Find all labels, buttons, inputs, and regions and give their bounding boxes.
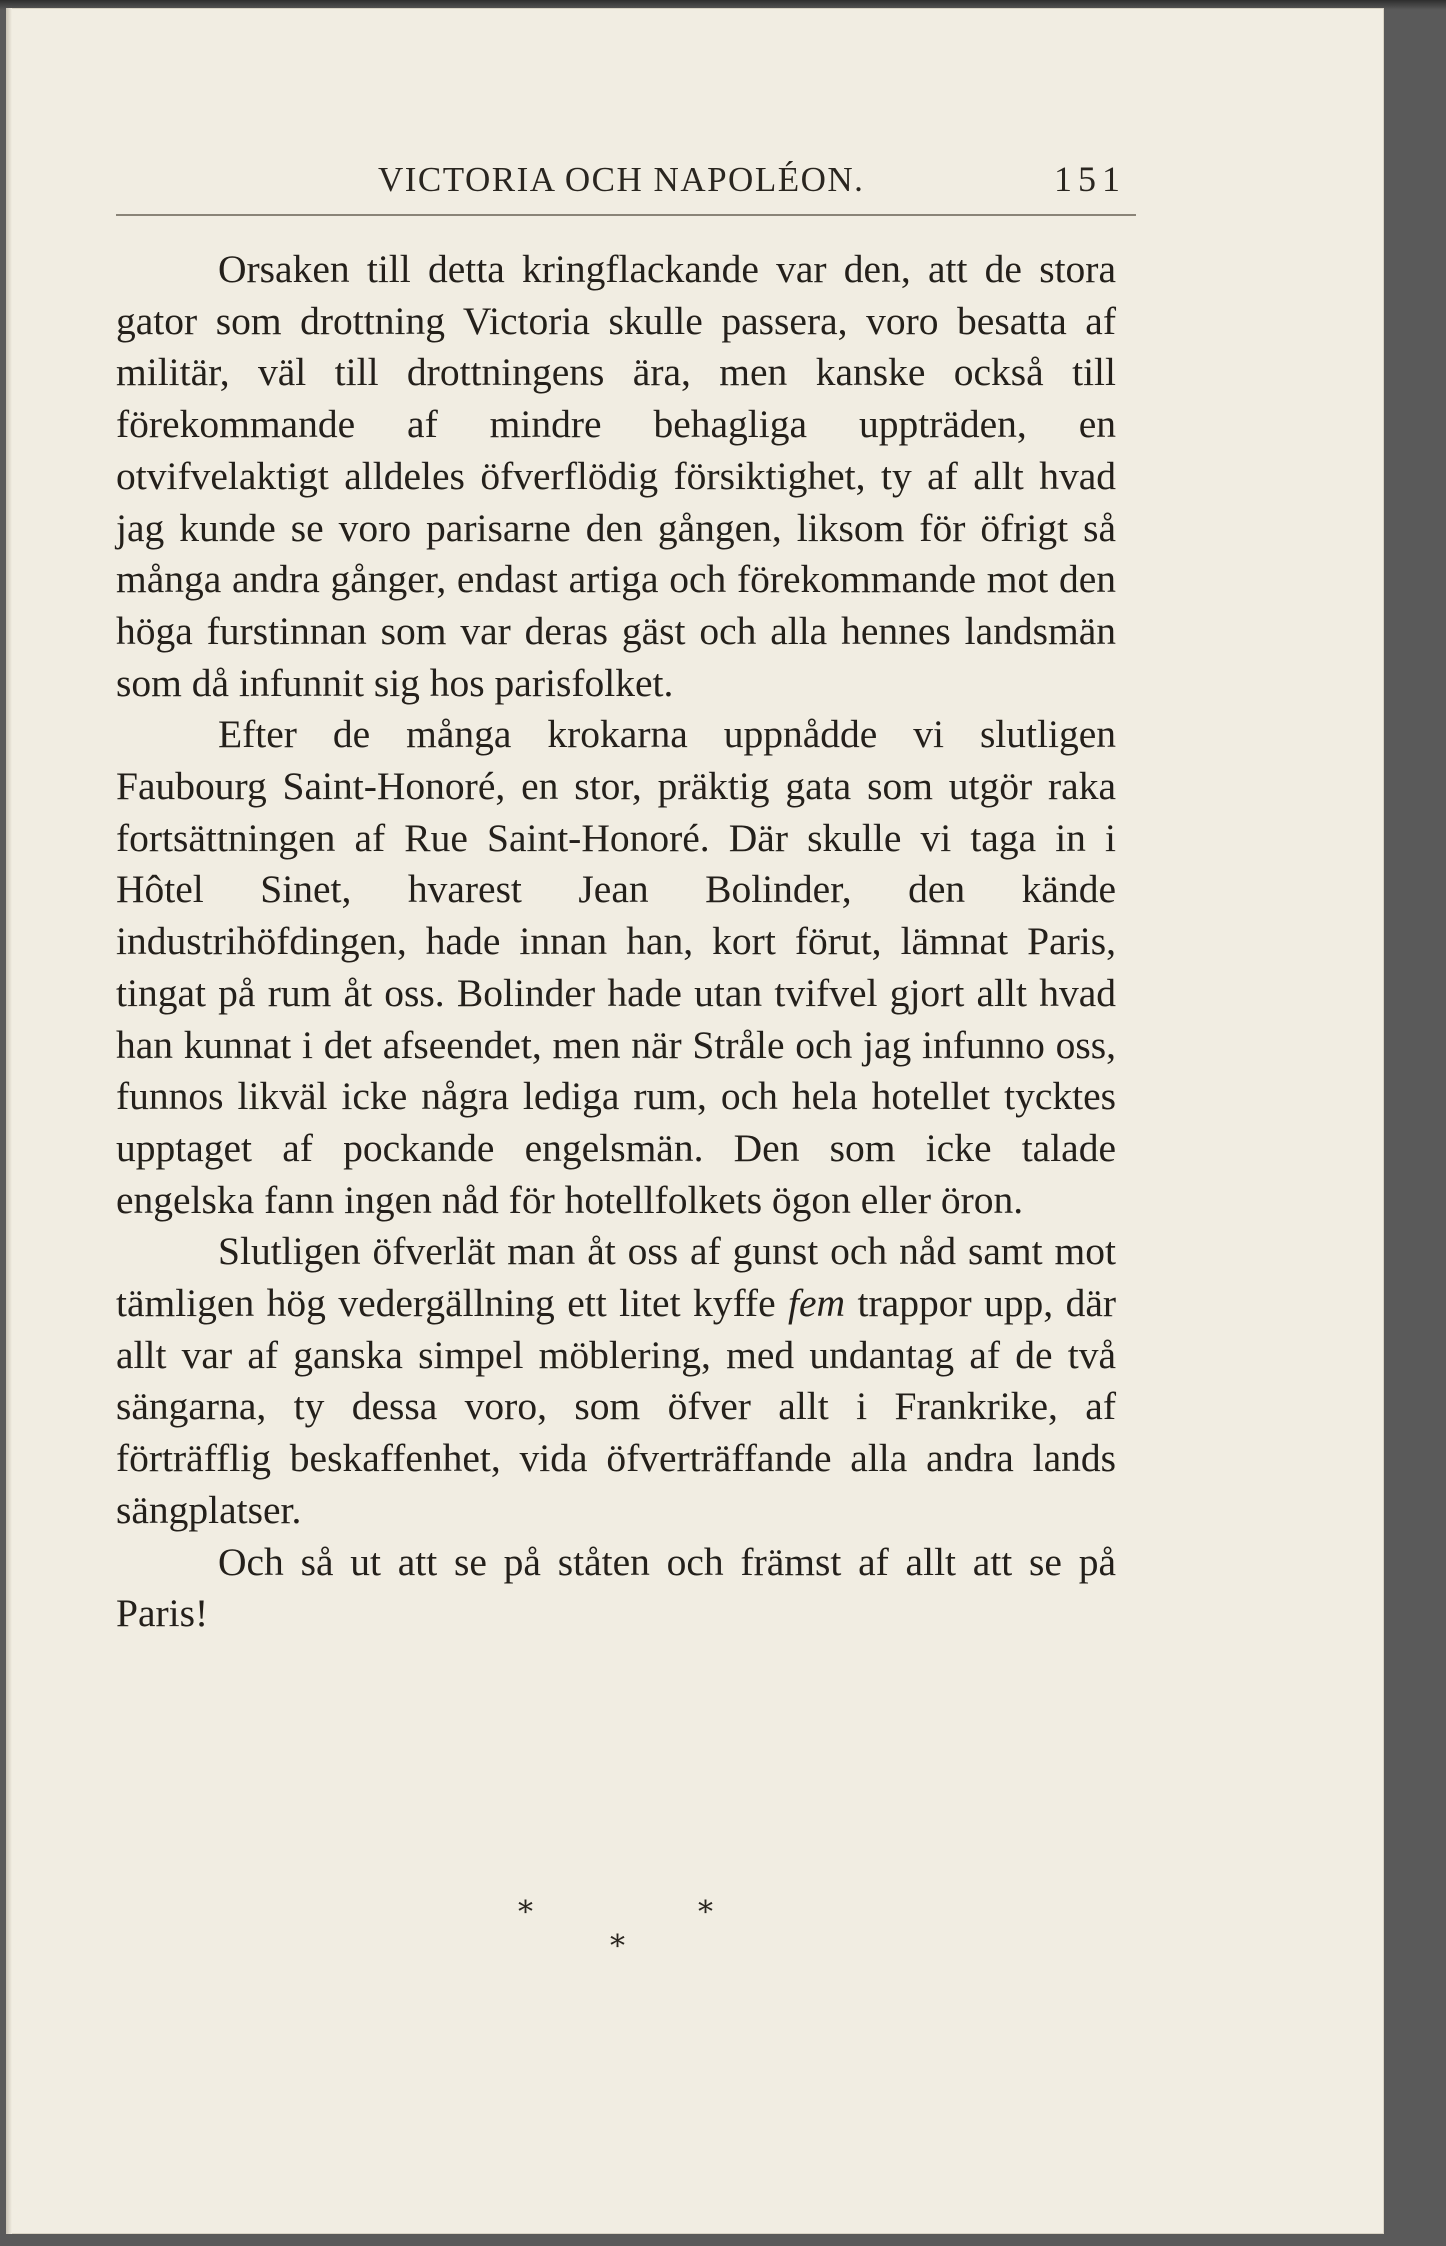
body-text <box>116 244 1116 1640</box>
page-number: 151 <box>1054 159 1126 199</box>
asterisk-ornament: * <box>610 1929 625 1964</box>
paragraph-2: Efter de många krokarna uppnådde vi slutligen Faubourg Saint-Honoré, en stor, präktig gata som utgör raka fortsättningen af Rue Saint-Honoré. Där skulle vi taga in i Hôtel Sinet, hvarest Jean Bolinder, den kände industrihöfdingen, hade innan han, kort förut, lämnat Paris, tingat på rum åt oss. Bolinder hade utan tvifvel gjort allt hvad han kunnat i det afseendet, men när Stråle och jag infunno oss, funnos likväl icke några lediga rum, och hela hotellet tycktes upptaget af pockande engelsmän. Den som icke talade engelska fann ingen nåd för hotellfolkets ögon eller öron. <box>116 712 1116 1222</box>
paragraph-4: Och så ut att se på ståten och främst af allt att se på Paris! <box>116 1539 1116 1636</box>
paragraph-3-text-before: Slutligen öfverlät man åt oss af gunst och nåd samt mot tämligen hög vedergällning ett litet kyffe <box>116 1229 1116 1326</box>
paragraph-1: Orsaken till detta kringflackande var den, att de stora gator som drottning Victoria skulle passera, voro besatta af militär, väl till drottningens ära, men kanske också till förekommande af mindre behagliga uppträden, en otvifvelaktigt alldeles öfverflödig försiktighet, ty af allt hvad jag kunde se voro parisarne den gången, liksom för öfrigt så många andra gånger, endast artiga och förekommande mot den höga furstinnan som var deras gäst och alla hennes landsmän som då infunnit sig hos parisfolket. <box>116 247 1116 705</box>
italic-word: fem <box>788 1281 846 1326</box>
paragraph-3-text-after: trappor upp, där allt var af ganska simpel möblering, med undantag af de två sängarna, ty dessa voro, som öfver allt i Frankrike, af förträfflig beskaffenhet, vida öfverträffande alla andra lands sängplatser. <box>116 1281 1117 1532</box>
book-page <box>6 8 1384 2234</box>
asterisk-ornament: * <box>698 1895 713 1930</box>
section-separator <box>496 1895 756 1978</box>
running-title: VICTORIA OCH NAPOLÉON. <box>378 160 865 199</box>
asterisk-ornament: * <box>518 1895 533 1930</box>
running-head <box>116 158 1136 216</box>
paragraph-3 <box>116 1226 1116 1536</box>
